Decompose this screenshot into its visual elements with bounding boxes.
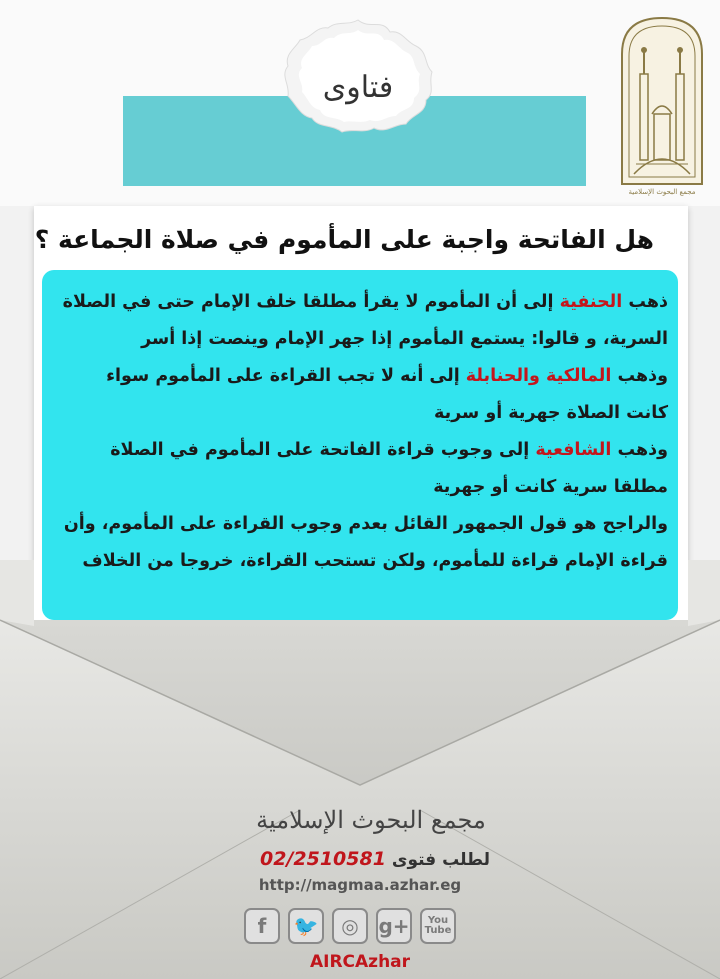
fatwa-request-line bbox=[255, 848, 495, 870]
logo-caption: مجمع البحوث الإسلامية bbox=[628, 188, 696, 196]
google-plus-icon[interactable]: g+ bbox=[376, 908, 412, 944]
youtube-icon[interactable]: You Tube bbox=[420, 908, 456, 944]
instagram-icon[interactable]: ◎ bbox=[332, 908, 368, 944]
fatwa-phone-number[interactable]: 02/2510581 bbox=[260, 848, 386, 870]
answer-p2-body: إلى أنه لا تجب القراءة على المأموم سواء كانت الصلاة جهرية أو سرية bbox=[106, 366, 668, 423]
hanafi-highlight: الحنفية bbox=[559, 292, 623, 312]
answer-text bbox=[60, 284, 668, 580]
al-azhar-logo bbox=[616, 14, 708, 196]
organization-name: مجمع البحوث الإسلامية bbox=[256, 806, 486, 834]
badge-title: فتاوى bbox=[322, 70, 394, 105]
fatwa-request-label: لطلب فتوى bbox=[391, 850, 490, 870]
answer-p1-intro: ذهب bbox=[622, 292, 668, 312]
answer-p1-body: إلى أن المأموم لا يقرأ مطلقا خلف الإمام حتى في الصلاة السرية، و قالوا: يستمع المأموم إذا جهر الإمام وينصت إذا أسر bbox=[62, 292, 668, 349]
answer-p3-intro: وذهب bbox=[611, 440, 668, 460]
maliki-hanbali-highlight: المالكية والحنابلة bbox=[465, 366, 612, 386]
fatawa-badge bbox=[278, 16, 438, 136]
facebook-icon[interactable]: f bbox=[244, 908, 280, 944]
website-link[interactable]: http://magmaa.azhar.eg bbox=[258, 876, 462, 894]
shafii-highlight: الشافعية bbox=[535, 440, 612, 460]
answer-p2-intro: وذهب bbox=[611, 366, 668, 386]
question-title: هل الفاتحة واجبة على المأموم في صلاة الجماعة ؟ bbox=[34, 225, 654, 254]
social-handle[interactable]: AIRCAzhar bbox=[309, 952, 411, 972]
social-icons bbox=[244, 908, 456, 948]
answer-p4: والراجح هو قول الجمهور القائل بعدم وجوب القراءة على المأموم، وأن قراءة الإمام قراءة للمأموم، ولكن تستحب القراءة، خروجا من الخلاف bbox=[63, 514, 668, 571]
mosque-emblem-icon bbox=[616, 14, 708, 196]
twitter-icon[interactable]: 🐦 bbox=[288, 908, 324, 944]
answer-p3-body: إلى وجوب قراءة الفاتحة على المأموم في الصلاة مطلقا سرية كانت أو جهرية bbox=[110, 440, 668, 497]
